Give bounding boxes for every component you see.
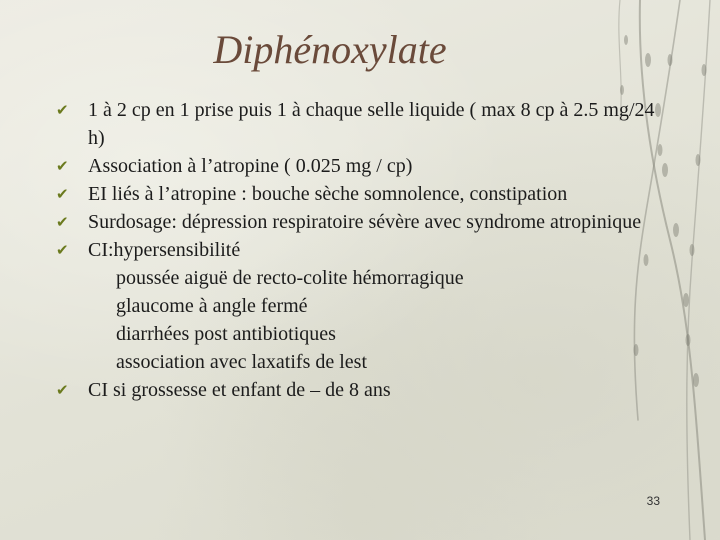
check-arrow-icon: ✔ (56, 381, 69, 399)
sub-item: association avec laxatifs de lest (116, 351, 368, 373)
bullet-item (56, 96, 666, 152)
bullet-item (56, 152, 666, 180)
bullet-text: Association à l’atropine ( 0.025 mg / cp) (88, 155, 413, 177)
bullet-item (56, 208, 666, 236)
sub-item: poussée aiguë de recto-colite hémorragique (116, 267, 464, 289)
check-arrow-icon: ✔ (56, 241, 69, 259)
slide-title: Diphénoxylate (213, 27, 447, 72)
bullet-list (56, 96, 666, 404)
bullet-text: CI:hypersensibilité (88, 239, 241, 261)
bullet-text: Surdosage: dépression respiratoire sévère avec syndrome atropinique (88, 211, 642, 233)
bullet-text: CI si grossesse et enfant de – de 8 ans (88, 379, 391, 401)
bullet-item (56, 236, 666, 376)
check-arrow-icon: ✔ (56, 101, 69, 119)
check-arrow-icon: ✔ (56, 213, 69, 231)
sub-item: diarrhées post antibiotiques (116, 323, 336, 345)
bullet-item (56, 376, 666, 404)
sub-item: glaucome à angle fermé (116, 295, 308, 317)
bullet-text: 1 à 2 cp en 1 prise puis 1 à chaque selle liquide ( max 8 cp à 2.5 mg/24 h) (88, 99, 655, 149)
check-arrow-icon: ✔ (56, 185, 69, 203)
page-number: 33 (646, 494, 660, 508)
bullet-text: EI liés à l’atropine : bouche sèche somnolence, constipation (88, 183, 568, 205)
check-arrow-icon: ✔ (56, 157, 69, 175)
bullet-item (56, 180, 666, 208)
